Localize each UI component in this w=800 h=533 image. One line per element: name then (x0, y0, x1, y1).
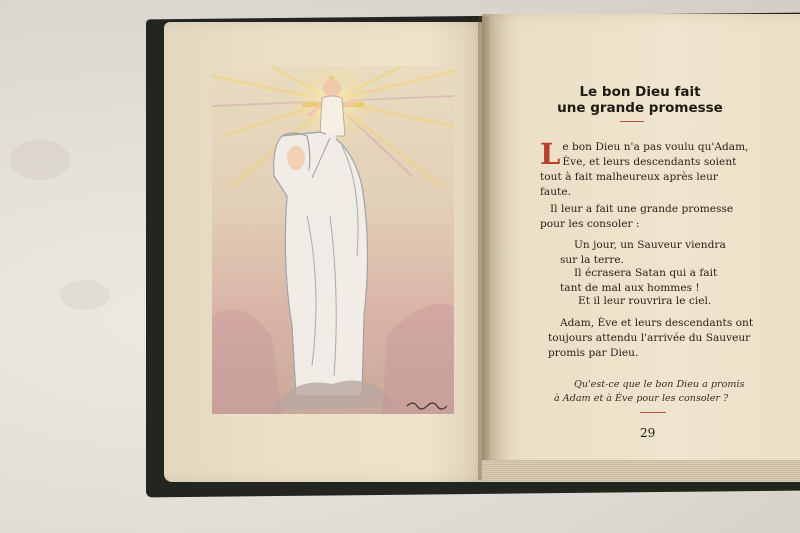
cloud-base (272, 380, 397, 411)
page-title-line1: Le bon Dieu fait (579, 84, 701, 100)
text-line: tout à fait malheureux après leur (540, 171, 718, 183)
text-line: promis par Dieu. (548, 347, 639, 359)
paragraph-6 (548, 316, 766, 361)
paragraph-2 (540, 202, 758, 232)
text-line: sur la terre. (560, 254, 625, 266)
text-line: e bon Dieu n'a pas voulu qu'Adam, (562, 141, 749, 153)
paragraph-5 (578, 294, 768, 309)
page-number: 29 (640, 426, 656, 440)
text-line: tant de mal aux hommes ! (560, 282, 700, 294)
drop-cap: L (540, 137, 561, 171)
text-line: Ève, et leurs descendants soient (562, 156, 737, 168)
text-line: toujours attendu l'arrivée du Sauveur (548, 332, 751, 344)
text-line: Et il leur rouvrira le ciel. (578, 295, 712, 307)
illustration-madonna-and-child (212, 66, 454, 414)
paragraph-4 (560, 266, 760, 296)
page-edges (482, 460, 800, 482)
table-stain (10, 140, 70, 180)
page-title-line2: une grande promesse (557, 100, 723, 116)
question-line: à Adam et à Ève pour les consoler ? (554, 393, 729, 404)
paragraph-1 (540, 137, 758, 200)
title-underline (620, 121, 644, 122)
table-stain (60, 280, 110, 310)
review-question (554, 378, 774, 406)
text-line: Un jour, un Sauveur viendra (574, 239, 726, 251)
text-line: Adam, Ève et leurs descendants ont (560, 317, 754, 329)
text-line: faute. (540, 186, 571, 198)
question-underline (640, 412, 666, 413)
paragraph-3 (560, 238, 760, 268)
book-gutter (478, 16, 490, 480)
text-line: Il leur a fait une grande promesse (550, 203, 734, 215)
text-line: Il écrasera Satan qui a fait (574, 267, 718, 279)
virgin-figure (274, 132, 368, 396)
text-line: pour les consoler : (540, 218, 640, 230)
question-line: Qu'est-ce que le bon Dieu a promis (574, 379, 745, 390)
